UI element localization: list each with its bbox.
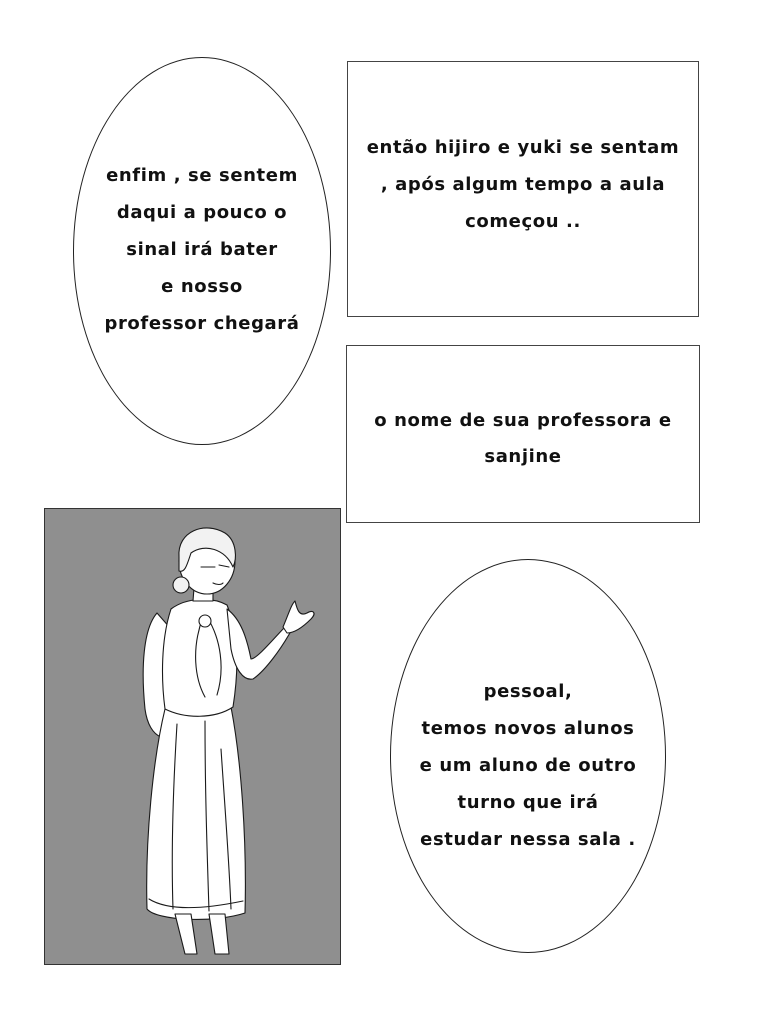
text-line: sanjine [484,446,562,467]
narration-box-middle [346,345,700,523]
text-line: enfim , se sentem [106,164,298,186]
speech-bubble-bottom-right [390,559,666,953]
text-line: professor chegará [104,312,300,334]
text-line: e nosso [161,275,243,297]
text-line: daqui a pouco o [116,201,288,223]
narration-text [367,129,680,240]
narration-box-top [347,61,699,317]
teacher-figure-icon [45,509,341,965]
text-line: temos novos alunos [421,717,635,739]
text-line: estudar nessa sala . [420,828,636,850]
speech-bubble-text [104,157,299,342]
teacher-illustration-panel [44,508,341,965]
speech-bubble-top-left [73,57,331,445]
text-line: sinal irá bater [126,238,278,260]
speech-bubble-text [420,673,637,858]
text-line: , após algum tempo a aula [380,173,666,195]
text-line: o nome de sua professora e [374,410,672,431]
text-line: começou .. [465,210,581,232]
text-line: turno que irá [457,791,599,813]
narration-text [374,403,671,475]
text-line: pessoal, [483,680,573,702]
text-line: e um aluno de outro [419,754,637,776]
text-line: então hijiro e yuki se sentam [366,136,680,158]
